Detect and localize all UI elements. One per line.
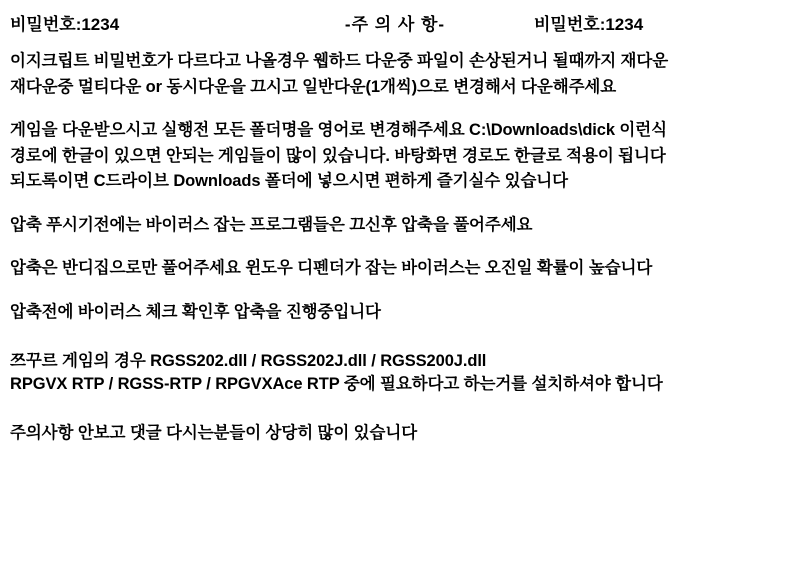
notice-block-download (10, 49, 790, 100)
notice-block-antivirus (10, 213, 790, 239)
block-spacer (10, 338, 790, 350)
notice-block-check (10, 300, 790, 326)
block-spacer (10, 409, 790, 421)
notice-line: 재다운중 멀티다운 or 동시다운을 끄시고 일반다운(1개씩)으로 변경해서 다운해주세요 (10, 77, 617, 96)
notice-block-bandizip (10, 256, 790, 282)
notice-line: 되도록이면 C드라이브 Downloads 폴더에 넣으시면 편하게 즐기실수 있습니다 (10, 172, 568, 191)
notice-line: 게임을 다운받으시고 실행전 모든 폴더명을 영어로 변경해주세요 C:\Downloads\dick 이런식 (10, 121, 667, 140)
notice-line: 압축은 반디집으로만 풀어주세요 윈도우 디펜더가 잡는 바이러스는 오진일 확률이 높습니다 (10, 259, 653, 278)
password-label-right: 비밀번호:1234 (534, 15, 644, 34)
notice-line: 경로에 한글이 있으면 안되는 게임들이 많이 있습니다. 바탕화면 경로도 한글로 적용이 됩니다 (10, 146, 666, 165)
password-label-left: 비밀번호:1234 (10, 15, 120, 34)
notice-line: 압축전에 바이러스 체크 확인후 압축을 진행중입니다 (10, 302, 381, 321)
notice-line: 주의사항 안보고 댓글 다시는분들이 상당히 많이 있습니다 (10, 424, 418, 443)
notice-line: 압축 푸시기전에는 바이러스 잡는 프로그램들은 끄신후 압축을 풀어주세요 (10, 215, 533, 234)
notice-block-warning (10, 421, 790, 447)
notice-block-rtp (10, 350, 790, 398)
notice-line: RPGVX RTP / RGSS-RTP / RPGVXAce RTP 중에 필요하다고 하는거를 설치하셔야 합니다 (10, 375, 663, 394)
notice-header (10, 10, 790, 35)
page-title: -주 의 사 항- (344, 15, 446, 34)
notice-line: 쯔꾸르 게임의 경우 RGSS202.dll / RGSS202J.dll / RGSS200J.dll (10, 351, 487, 370)
notice-block-path (10, 118, 790, 195)
notice-line: 이지크립트 비밀번호가 다르다고 나올경우 웹하드 다운중 파일이 손상된거니 될때까지 재다운 (10, 52, 669, 70)
